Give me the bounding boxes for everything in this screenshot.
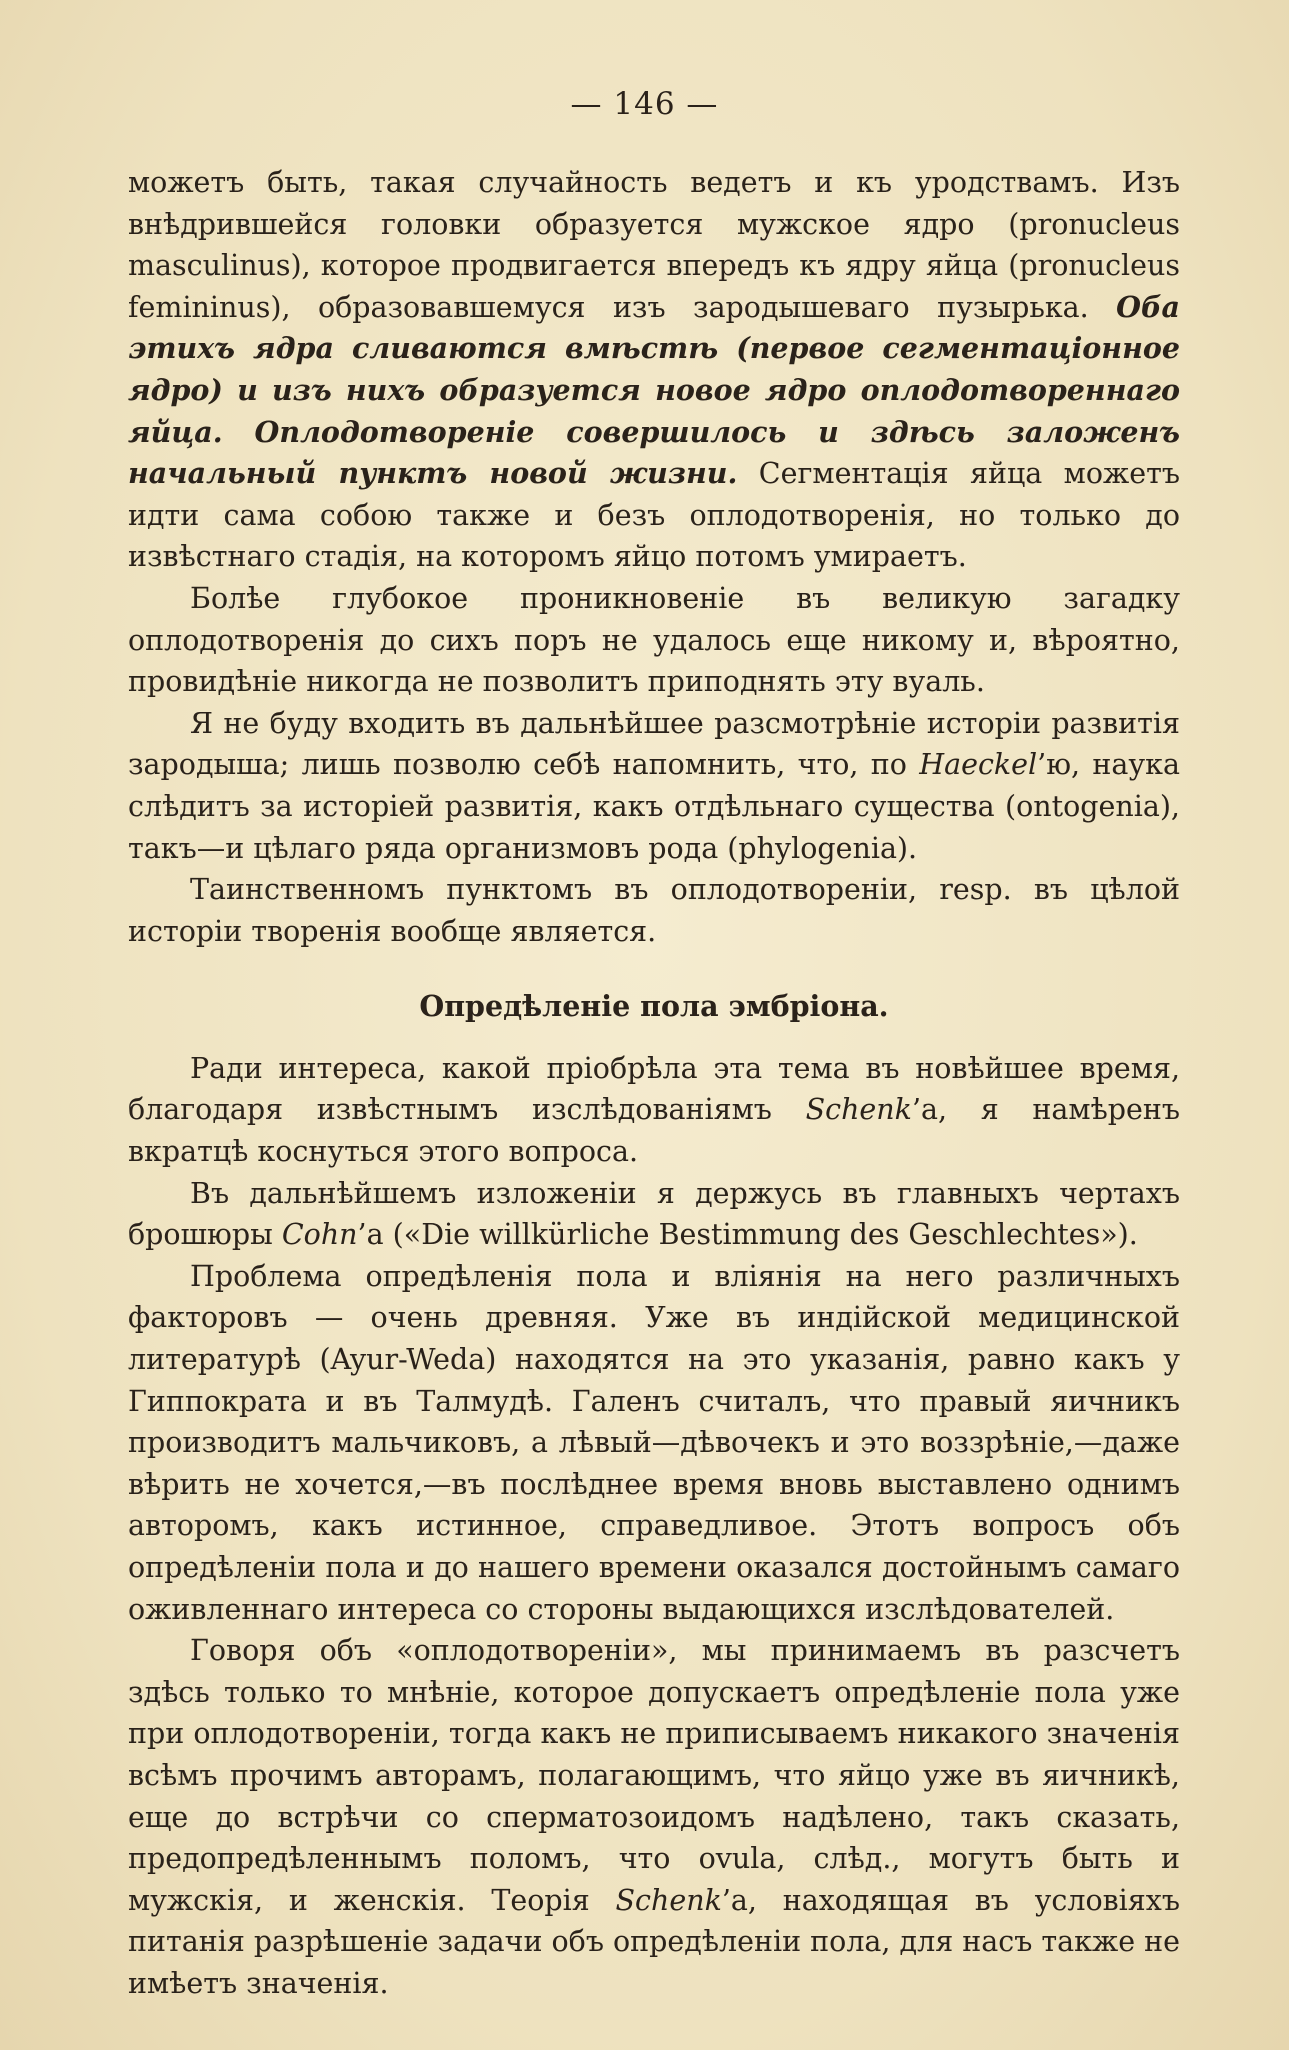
paragraph-5 (128, 1048, 1180, 1173)
paragraph-6 (128, 1173, 1180, 1256)
paragraph-1-text-b: Сегментація яйца можетъ идти сама собою также и безъ оплодотворенія, но только до извѣстнаго стадія, на которомъ яйцо потомъ умираетъ. (128, 457, 1180, 574)
paragraph-5-author-name: Schenk (805, 1093, 912, 1127)
paragraph-5-text-b: ’а, я намѣренъ вкратцѣ коснуться этого вопроса. (128, 1093, 1180, 1169)
paragraph-4: Таинственномъ пунктомъ въ оплодотвореніи, resp. въ цѣлой исторіи творенія вообще является. (128, 873, 1180, 948)
paragraph-7: Проблема опредѣленія пола и вліянія на него различныхъ факторовъ — очень древняя. Уже въ индійской медицинской литературѣ (Ayur-Weda) находятся на это указанія, равно какъ у Гиппократа и въ Талмудѣ. Галенъ считалъ, что правый яичникъ производитъ мальчиковъ, а лѣвый—дѣвочекъ и это воззрѣніе,—даже вѣрить не хочется,—въ послѣднее время вновь выставлено однимъ авторомъ, какъ истинное, справедливое. Этотъ вопросъ объ опредѣленіи пола и до нашего времени оказался достойнымъ самаго оживленнаго интереса со стороны выдающихся изслѣдователей. (128, 1259, 1180, 1626)
page-body (128, 162, 1180, 2005)
paragraph-8-text-b: ’а, находящая въ условіяхъ питанія разрѣшеніе задачи объ опредѣленіи пола, для насъ также не имѣетъ значенія. (128, 1883, 1180, 2000)
paragraph-1 (128, 162, 1180, 578)
page-number: — 146 — (570, 86, 719, 122)
paragraph-1-text-a: можетъ быть, такая случайность ведетъ и къ уродствамъ. Изъ внѣдрившейся головки образуется мужское ядро (pronucleus masculinus), которое продвигается впередъ къ ядру яйца (pronucleus femininus), образовавшемуся изъ зародышеваго пузырька. (128, 166, 1180, 324)
section-heading: Опредѣленіе пола эмбріона. (419, 989, 889, 1024)
paragraph-6-author-name: Cohn (281, 1218, 358, 1252)
paragraph-6-text-a: Въ дальнѣйшемъ изложеніи я держусь въ главныхъ чертахъ брошюры (128, 1176, 1180, 1252)
paragraph-8-author-name: Schenk (615, 1883, 722, 1917)
paragraph-3 (128, 703, 1180, 869)
paragraph-5-text-a: Ради интереса, какой пріобрѣла эта тема въ новѣйшее время, благодаря извѣстнымъ изслѣдованіямъ (128, 1051, 1180, 1127)
paragraph-8-text-a: Говоря объ «оплодотвореніи», мы принимаемъ въ разсчетъ здѣсь только то мнѣніе, которое допускаетъ опредѣленіе пола уже при оплодотвореніи, тогда какъ не приписываемъ никакого значенія всѣмъ прочимъ авторамъ, полагающимъ, что яйцо уже въ яичникѣ, еще до встрѣчи со сперматозоидомъ надѣлено, такъ сказать, предопредѣленнымъ поломъ, что ovula, слѣд., могутъ быть и мужскія, и женскія. Теорія (128, 1634, 1180, 1917)
paragraph-6-text-b: ’а («Die willkürliche Bestimmung des Geschlechtes»). (357, 1218, 1138, 1252)
paragraph-1-emphasis: Оба этихъ ядра сливаются вмѣстѣ (первое сегментаціонное ядро) и изъ нихъ образуется новое ядро оплодотвореннаго яйца. Оплодотвореніе совершилось и здѣсь заложенъ начальный пунктъ новой жизни. (128, 289, 1180, 491)
paragraph-3-text-b: ’ю, наука слѣдитъ за исторіей развитія, какъ отдѣльнаго существа (ontogenia), такъ—и цѣлаго ряда организмовъ рода (phylogenia). (128, 748, 1180, 865)
paragraph-2: Болѣе глубокое проникновеніе въ великую загадку оплодотворенія до сихъ поръ не удалось еще никому и, вѣроятно, провидѣніе никогда не позволитъ приподнять эту вуаль. (128, 581, 1180, 699)
paragraph-3-text-a: Я не буду входить въ дальнѣйшее разсмотрѣніе исторіи развитія зародыша; лишь позволю себѣ напомнить, что, по (128, 706, 1180, 782)
paragraph-8 (128, 1630, 1180, 2004)
paragraph-3-author-name: Haeckel (919, 748, 1038, 782)
